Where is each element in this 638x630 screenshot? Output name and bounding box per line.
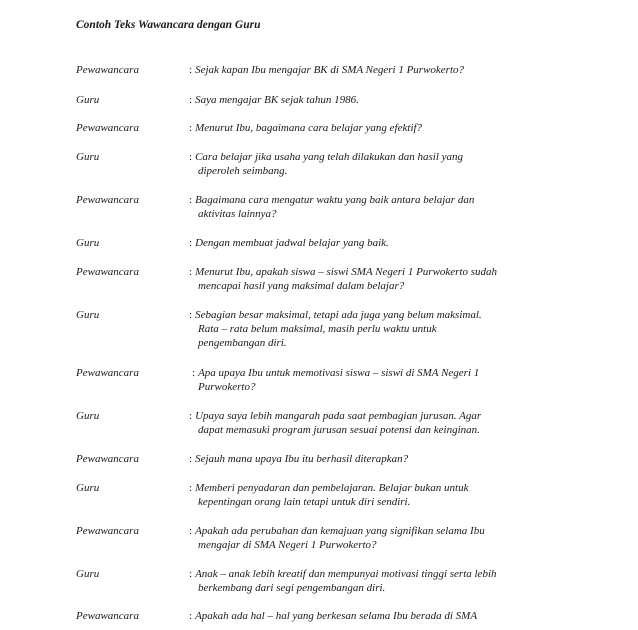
- dialogue-line: Saya mengajar BK sejak tahun 1986.: [195, 94, 359, 106]
- colon-separator: :: [189, 122, 193, 134]
- dialogue-line: Purwokerto?: [198, 381, 256, 393]
- colon-separator: :: [189, 266, 193, 278]
- colon-separator: :: [189, 610, 193, 622]
- document-title: Contoh Teks Wawancara dengan Guru: [76, 19, 261, 31]
- dialogue-line: aktivitas lainnya?: [198, 208, 277, 220]
- speaker-label: Pewawancara: [76, 525, 139, 537]
- speaker-label: Guru: [76, 568, 100, 580]
- dialogue-line: Sejak kapan Ibu mengajar BK di SMA Negeri 1 Purwokerto?: [195, 64, 465, 76]
- dialogue-line: diperoleh seimbang.: [198, 165, 288, 177]
- colon-separator: :: [189, 151, 193, 163]
- dialogue-line: Anak – anak lebih kreatif dan mempunyai motivasi tinggi serta lebih: [195, 568, 497, 580]
- dialogue-line: Apakah ada perubahan dan kemajuan yang signifikan selama Ibu: [195, 525, 485, 537]
- dialogue-text: [189, 237, 389, 249]
- dialogue-text: [189, 194, 474, 206]
- dialogue-line: kepentingan orang lain tetapi untuk diri sendiri.: [198, 496, 411, 508]
- colon-separator: :: [192, 367, 196, 379]
- dialogue-text: [189, 525, 485, 537]
- dialogue-line: dapat memasuki program jurusan sesuai potensi dan keinginan.: [198, 424, 480, 436]
- dialogue-text: [189, 610, 477, 622]
- speaker-label: Guru: [76, 237, 100, 249]
- colon-separator: :: [189, 482, 193, 494]
- dialogue-line: Cara belajar jika usaha yang telah dilakukan dan hasil yang: [195, 151, 464, 163]
- colon-separator: :: [189, 64, 193, 76]
- speaker-label: Guru: [76, 94, 100, 106]
- speaker-label: Guru: [76, 151, 100, 163]
- dialogue-text: [189, 309, 482, 321]
- dialogue-text: [189, 151, 463, 163]
- speaker-label: Pewawancara: [76, 266, 139, 278]
- dialogue-text: [189, 94, 359, 106]
- colon-separator: :: [189, 453, 193, 465]
- colon-separator: :: [189, 237, 193, 249]
- speaker-label: Pewawancara: [76, 453, 139, 465]
- dialogue-line: Apakah ada hal – hal yang berkesan selama Ibu berada di SMA: [195, 610, 478, 622]
- dialogue-text: [189, 122, 422, 134]
- colon-separator: :: [189, 94, 193, 106]
- dialogue-line: Rata – rata belum maksimal, masih perlu waktu untuk: [198, 323, 437, 335]
- speaker-label: Pewawancara: [76, 194, 139, 206]
- dialogue-line: Sejauh mana upaya Ibu itu berhasil diterapkan?: [195, 453, 409, 465]
- speaker-label: Guru: [76, 309, 100, 321]
- dialogue-text: [189, 410, 481, 422]
- dialogue-text: [189, 568, 497, 580]
- speaker-label: Guru: [76, 482, 100, 494]
- dialogue-line: Sebagian besar maksimal, tetapi ada juga yang belum maksimal.: [195, 309, 482, 321]
- dialogue-line: Apa upaya Ibu untuk memotivasi siswa – siswi di SMA Negeri 1: [198, 367, 480, 379]
- dialogue-line: Menurut Ibu, bagaimana cara belajar yang efektif?: [195, 122, 423, 134]
- colon-separator: :: [189, 410, 193, 422]
- dialogue-text: [189, 453, 408, 465]
- dialogue-line: Menurut Ibu, apakah siswa – siswi SMA Negeri 1 Purwokerto sudah: [195, 266, 498, 278]
- speaker-label: Guru: [76, 410, 100, 422]
- dialogue-line: Upaya saya lebih mangarah pada saat pembagian jurusan. Agar: [195, 410, 482, 422]
- dialogue-line: mencapai hasil yang maksimal dalam belajar?: [198, 280, 405, 292]
- dialogue-text: [192, 367, 479, 379]
- speaker-label: Pewawancara: [76, 64, 139, 76]
- speaker-label: Pewawancara: [76, 122, 139, 134]
- colon-separator: :: [189, 568, 193, 580]
- dialogue-line: Dengan membuat jadwal belajar yang baik.: [195, 237, 389, 249]
- colon-separator: :: [189, 525, 193, 537]
- speaker-label: Pewawancara: [76, 367, 139, 379]
- speaker-label: Pewawancara: [76, 610, 139, 622]
- dialogue-line: pengembangan diri.: [198, 337, 287, 349]
- dialogue-line: berkembang dari segi pengembangan diri.: [198, 582, 386, 594]
- dialogue-text: [189, 482, 468, 494]
- colon-separator: :: [189, 194, 193, 206]
- dialogue-text: [189, 64, 464, 76]
- dialogue-line: Memberi penyadaran dan pembelajaran. Belajar bukan untuk: [195, 482, 469, 494]
- colon-separator: :: [189, 309, 193, 321]
- dialogue-line: Bagaimana cara mengatur waktu yang baik antara belajar dan: [195, 194, 475, 206]
- dialogue-line: mengajar di SMA Negeri 1 Purwokerto?: [198, 539, 377, 551]
- dialogue-text: [189, 266, 497, 278]
